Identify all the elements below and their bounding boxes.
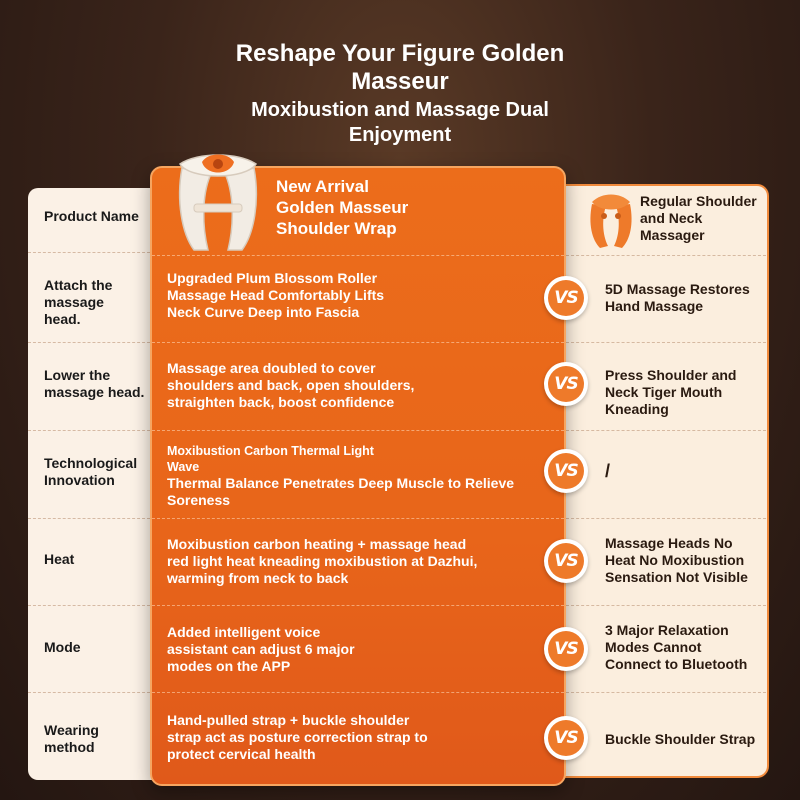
label-technological-innovation — [44, 454, 154, 490]
label-wearing-method — [44, 721, 154, 757]
row-divider — [152, 518, 564, 519]
row-divider — [28, 518, 150, 519]
golden-lower-desc — [167, 358, 537, 412]
desc-line: Neck Curve Deep into Fascia — [167, 303, 360, 320]
label-line: method — [44, 739, 95, 755]
row-divider — [28, 430, 150, 431]
golden-masseur-name-line: Shoulder Wrap — [276, 219, 397, 238]
vs-badge — [544, 716, 588, 760]
regular-massager-name-line: and Neck — [640, 209, 703, 226]
desc-line: Hand-pulled strap + buckle shoulder — [167, 711, 410, 728]
regular-wearing-desc: Buckle Shoulder Strap — [605, 730, 756, 747]
vs-badge — [544, 276, 588, 320]
regular-lower-desc — [605, 365, 765, 419]
regular-massager-name-line: Regular Shoulder — [640, 192, 757, 209]
vs-label: VS — [548, 543, 584, 579]
desc-line: Thermal Balance Penetrates Deep Muscle to Relieve — [167, 475, 515, 491]
row-divider — [152, 342, 564, 343]
desc-line: Kneading — [605, 400, 669, 417]
vs-badge — [544, 627, 588, 671]
vs-badge — [544, 362, 588, 406]
desc-line: Heat No Moxibustion — [605, 551, 745, 568]
golden-heat-desc — [167, 534, 537, 588]
label-line: massage head. — [44, 384, 145, 400]
subtitle-line-2: Enjoyment — [348, 124, 452, 146]
golden-masseur-name — [276, 176, 476, 239]
label-line: Technological — [44, 455, 138, 471]
desc-line: Moxibustion carbon heating + massage head — [167, 535, 467, 552]
subtitle-line-1: Moxibustion and Massage Dual — [251, 99, 549, 121]
golden-innovation-desc — [167, 442, 537, 510]
vs-badge — [544, 539, 588, 583]
regular-massager-name-line: Massager — [640, 226, 705, 243]
desc-line: 5D Massage Restores — [605, 281, 750, 297]
desc-line: Massage Heads No — [605, 534, 733, 551]
row-divider — [152, 430, 564, 431]
desc-line: modes on the APP — [167, 657, 291, 674]
desc-line: Sensation Not Visible — [605, 568, 748, 585]
vs-label: VS — [548, 631, 584, 667]
row-divider — [566, 692, 766, 693]
label-lower-massage-head — [44, 366, 154, 402]
desc-line: Moxibustion Carbon Thermal Light — [167, 444, 374, 458]
desc-line: Hand Massage — [605, 298, 704, 314]
vs-badge — [544, 449, 588, 493]
label-line: head. — [44, 310, 81, 327]
row-divider — [566, 518, 766, 519]
title-line-2: Masseur — [351, 68, 449, 95]
desc-line: Massage area doubled to cover — [167, 359, 376, 376]
label-line: Lower the — [44, 367, 111, 383]
golden-wearing-desc — [167, 710, 537, 764]
desc-line: warming from neck to back — [167, 569, 349, 586]
desc-line: Added intelligent voice — [167, 623, 321, 640]
desc-line: red light heat kneading moxibustion at Dazhui, — [167, 552, 478, 569]
desc-line: Massage Head Comfortably Lifts — [167, 286, 385, 303]
golden-masseur-name-line: Golden Masseur — [276, 198, 409, 217]
desc-line: protect cervical health — [167, 745, 316, 762]
vs-label: VS — [548, 453, 584, 489]
desc-line: Modes Cannot — [605, 638, 702, 655]
desc-line: assistant can adjust 6 major — [167, 640, 355, 657]
label-product-name: Product Name — [44, 207, 139, 224]
row-divider — [566, 255, 766, 256]
row-divider — [28, 605, 150, 606]
row-divider — [566, 430, 766, 431]
label-heat: Heat — [44, 550, 75, 567]
desc-line: Neck Tiger Mouth — [605, 383, 723, 400]
desc-line: Press Shoulder and — [605, 366, 737, 383]
desc-line: Soreness — [167, 492, 231, 508]
label-line: Innovation — [44, 472, 115, 488]
regular-innovation-desc: / — [605, 460, 611, 481]
page-subtitle — [0, 98, 800, 148]
label-line: massage — [44, 293, 104, 310]
desc-line: shoulders and back, open shoulders, — [167, 376, 415, 393]
row-divider — [566, 605, 766, 606]
desc-line: Upgraded Plum Blossom Roller — [167, 269, 378, 286]
row-divider — [28, 342, 150, 343]
row-divider — [152, 605, 564, 606]
golden-masseur-product-image — [168, 146, 268, 258]
vs-label: VS — [548, 280, 584, 316]
page-title — [0, 40, 800, 96]
desc-line: strap act as posture correction strap to — [167, 728, 428, 745]
row-divider — [28, 692, 150, 693]
desc-line: 3 Major Relaxation — [605, 621, 729, 638]
label-mode: Mode — [44, 638, 81, 655]
golden-attach-desc — [167, 268, 537, 322]
regular-massager-product-image — [586, 190, 636, 252]
regular-massager-name — [640, 192, 765, 244]
desc-line: Connect to Bluetooth — [605, 655, 748, 672]
row-divider — [28, 252, 150, 253]
vs-label: VS — [548, 720, 584, 756]
label-line: Wearing — [44, 722, 99, 738]
desc-line: straighten back, boost confidence — [167, 393, 395, 410]
golden-masseur-name-line: New Arrival — [276, 177, 369, 196]
label-attach-massage-head — [44, 276, 154, 328]
vs-label: VS — [548, 366, 584, 402]
regular-mode-desc — [605, 620, 765, 674]
row-divider — [566, 342, 766, 343]
golden-mode-desc — [167, 622, 537, 676]
desc-line: Wave — [167, 460, 200, 474]
title-line-1: Reshape Your Figure Golden — [235, 40, 565, 67]
label-line: Attach the — [44, 276, 113, 293]
regular-attach-desc — [605, 280, 765, 316]
regular-heat-desc — [605, 533, 765, 587]
row-divider — [152, 692, 564, 693]
